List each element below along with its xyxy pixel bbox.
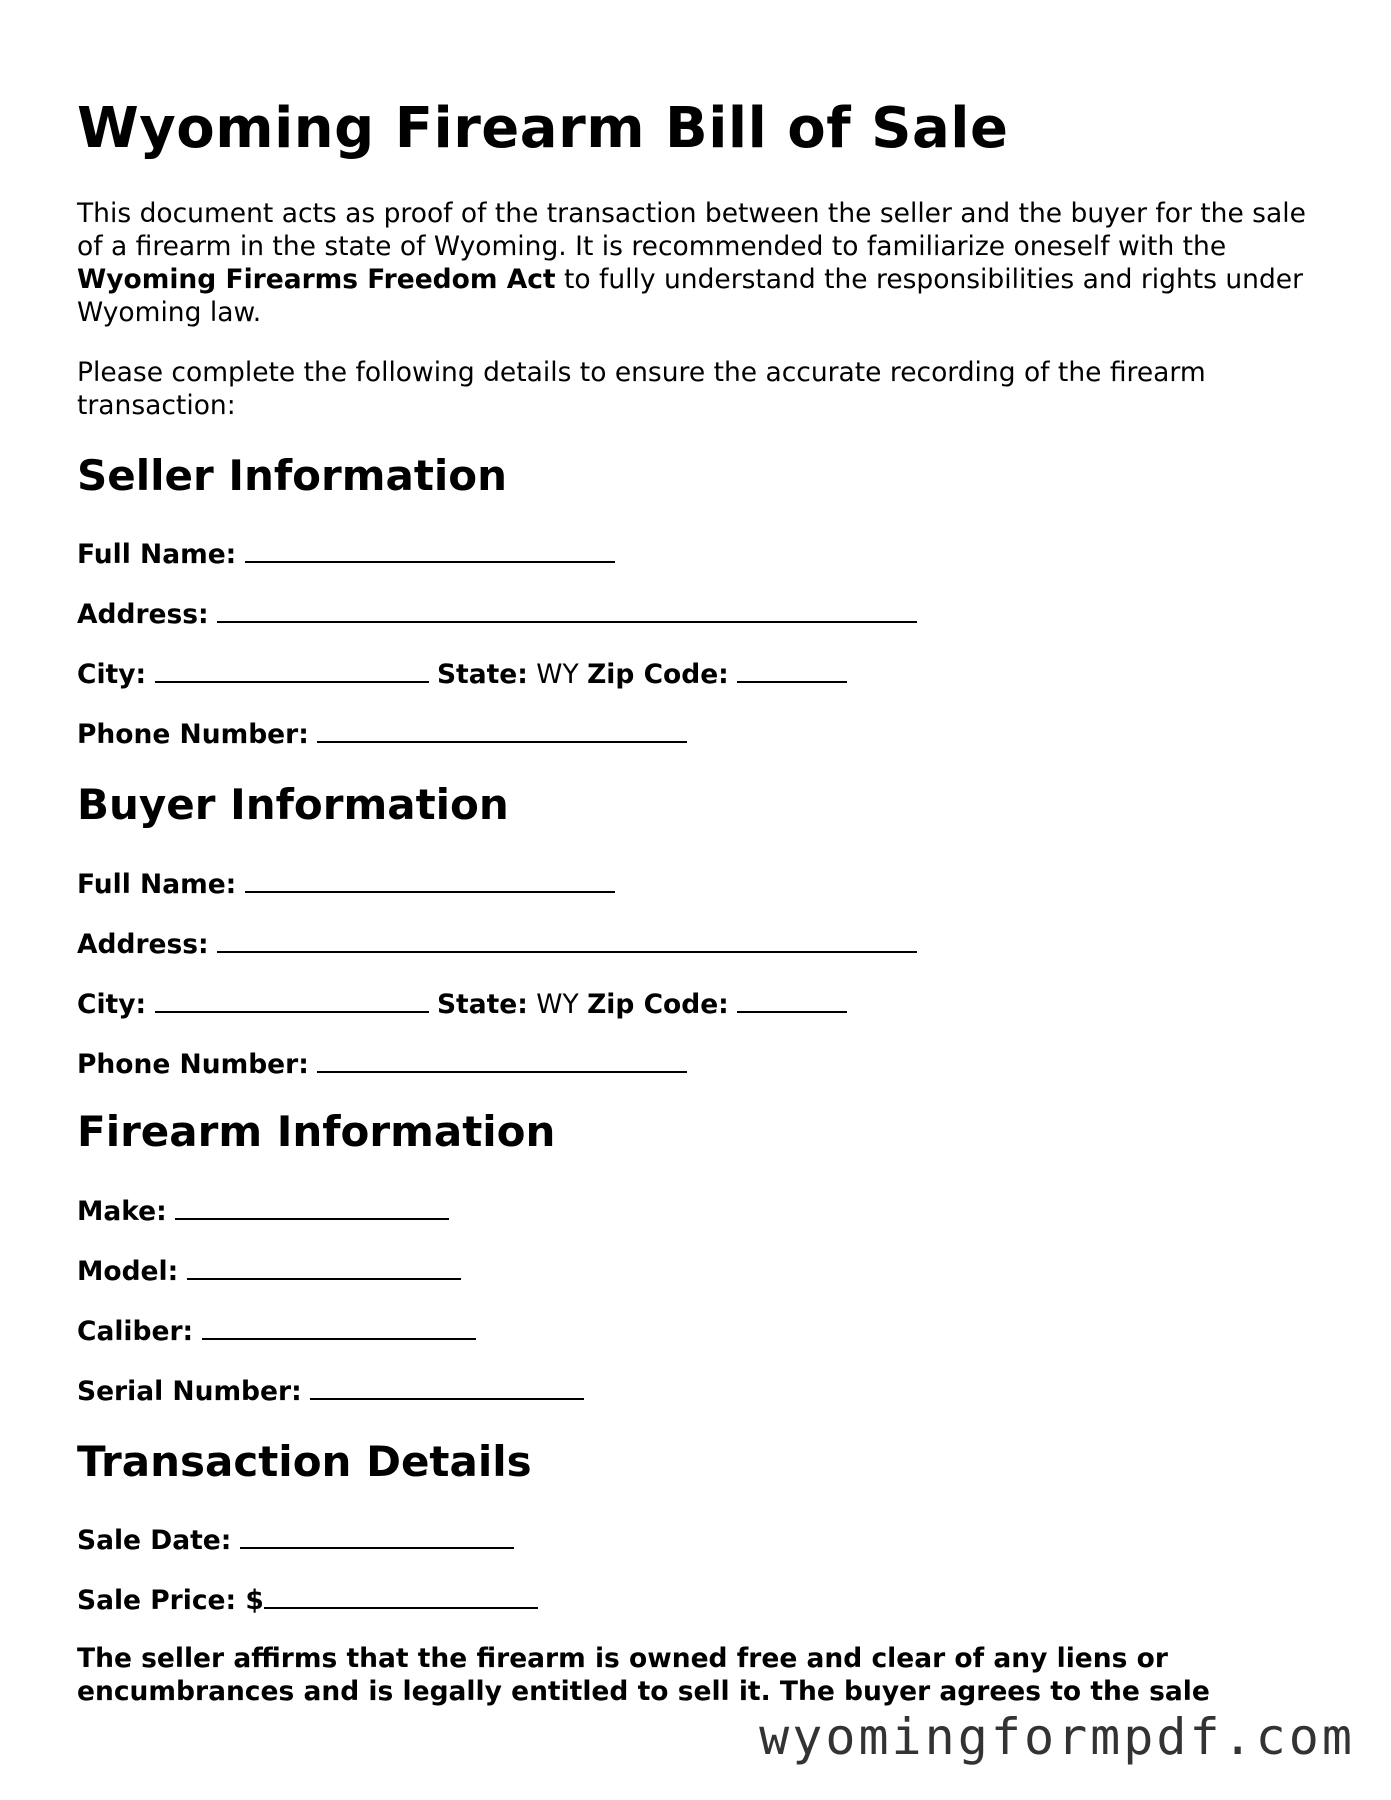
buyer-state-label: State: — [436, 989, 528, 1020]
seller-full-name-label: Full Name: — [77, 539, 237, 570]
buyer-full-name-blank[interactable] — [245, 866, 615, 893]
sale-price-label: Sale Price: $ — [77, 1585, 264, 1616]
buyer-address-label: Address: — [77, 929, 209, 960]
seller-state-label: State: — [436, 659, 528, 690]
seller-address-field — [77, 596, 917, 631]
firearm-model-label: Model: — [77, 1256, 179, 1287]
sale-price-field — [77, 1582, 538, 1617]
firearm-model-blank[interactable] — [187, 1253, 461, 1280]
seller-city-label: City: — [77, 659, 147, 690]
seller-state-value: WY — [536, 659, 579, 690]
seller-phone-blank[interactable] — [317, 716, 687, 743]
watermark: wyomingformpdf.com — [759, 1708, 1355, 1766]
seller-full-name-field — [77, 536, 615, 571]
buyer-city-blank[interactable] — [155, 986, 429, 1013]
instructions-paragraph: Please complete the following details to ensure the accurate recording of the firearm transaction: — [77, 357, 1206, 421]
sale-price-blank[interactable] — [264, 1582, 538, 1609]
seller-address-label: Address: — [77, 599, 209, 630]
sale-date-blank[interactable] — [240, 1522, 514, 1549]
sale-date-field — [77, 1522, 514, 1557]
buyer-address-field — [77, 926, 917, 961]
seller-phone-label: Phone Number: — [77, 719, 309, 750]
buyer-zip-label: Zip Code: — [587, 989, 729, 1020]
buyer-phone-blank[interactable] — [317, 1046, 687, 1073]
seller-full-name-blank[interactable] — [245, 536, 615, 563]
buyer-full-name-field — [77, 866, 615, 901]
seller-phone-field — [77, 716, 687, 751]
affirmation-paragraph: The seller affirms that the firearm is owned free and clear of any liens or encumbrances and is legally entitled to sell it. The buyer agrees to the sale — [77, 1643, 1210, 1707]
firearm-caliber-blank[interactable] — [202, 1313, 476, 1340]
buyer-state-value: WY — [536, 989, 579, 1020]
seller-city-state-zip-field — [77, 656, 847, 691]
buyer-city-state-zip-field — [77, 986, 847, 1021]
transaction-heading: Transaction Details — [77, 1437, 532, 1486]
document-title: Wyoming Firearm Bill of Sale — [77, 96, 1009, 161]
buyer-full-name-label: Full Name: — [77, 869, 237, 900]
firearm-serial-blank[interactable] — [310, 1373, 584, 1400]
sale-date-label: Sale Date: — [77, 1525, 232, 1556]
buyer-heading: Buyer Information — [77, 780, 509, 829]
firearm-serial-label: Serial Number: — [77, 1376, 302, 1407]
firearm-caliber-label: Caliber: — [77, 1316, 194, 1347]
firearm-serial-field — [77, 1373, 584, 1408]
buyer-phone-field — [77, 1046, 687, 1081]
seller-zip-label: Zip Code: — [587, 659, 729, 690]
seller-heading: Seller Information — [77, 451, 508, 500]
buyer-city-label: City: — [77, 989, 147, 1020]
firearm-heading: Firearm Information — [77, 1107, 556, 1156]
buyer-address-blank[interactable] — [217, 926, 917, 953]
intro-paragraph — [77, 197, 1317, 329]
buyer-phone-label: Phone Number: — [77, 1049, 309, 1080]
intro-text-end: to fully understand the responsibilities and rights under Wyoming law. — [77, 264, 1304, 328]
firearm-make-blank[interactable] — [175, 1193, 449, 1220]
firearm-make-field — [77, 1193, 449, 1228]
firearm-make-label: Make: — [77, 1196, 167, 1227]
intro-act-name: Wyoming Firearms Freedom Act — [77, 264, 556, 295]
firearm-caliber-field — [77, 1313, 476, 1348]
seller-zip-blank[interactable] — [737, 656, 847, 683]
seller-address-blank[interactable] — [217, 596, 917, 623]
intro-text-start: This document acts as proof of the transaction between the seller and the buyer for the sale of a firearm in the state of Wyoming. It is recommended to familiarize oneself with the — [77, 198, 1306, 262]
seller-city-blank[interactable] — [155, 656, 429, 683]
firearm-model-field — [77, 1253, 461, 1288]
buyer-zip-blank[interactable] — [737, 986, 847, 1013]
